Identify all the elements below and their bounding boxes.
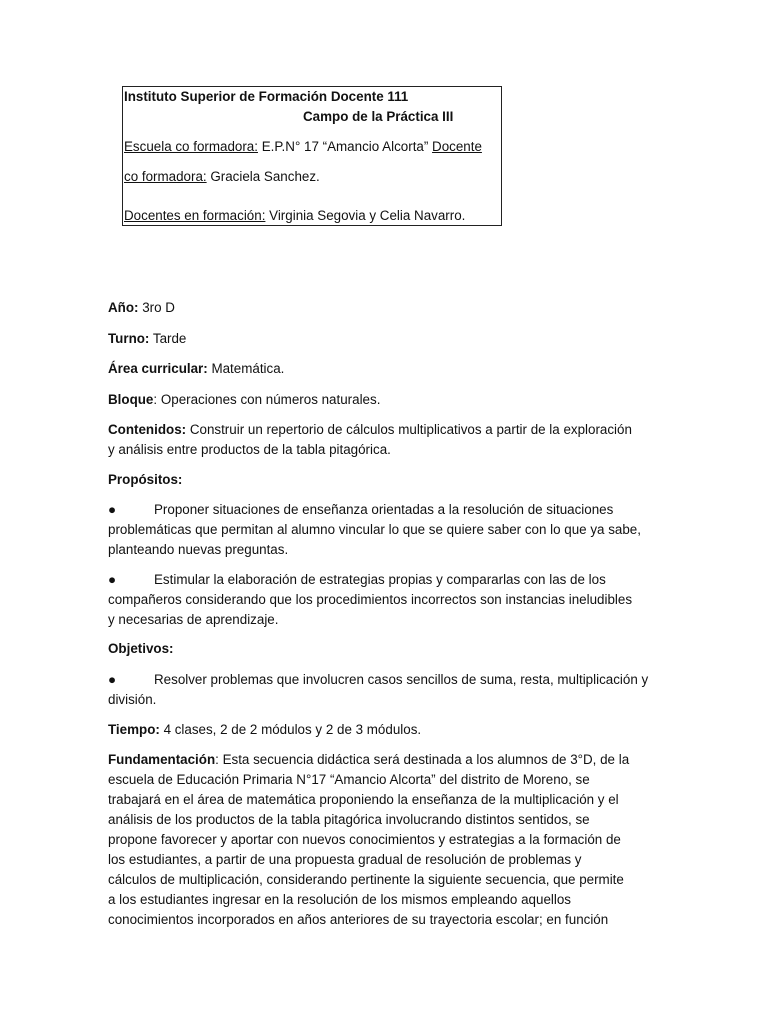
contenidos-row xyxy=(108,422,683,437)
campo-title: Campo de la Práctica III xyxy=(303,109,454,124)
proposito-first-line: Proponer situaciones de enseñanza orientadas a la resolución de situaciones xyxy=(154,502,614,517)
fundamentacion-line: los estudiantes, a partir de una propuesta gradual de resolución de problemas y xyxy=(108,852,582,867)
fundamentacion-line: análisis de los productos de la tabla pitagórica involucrando distintos sentidos, se xyxy=(108,812,590,827)
proposito-first-line: Estimular la elaboración de estrategias propias y compararlas con las de los xyxy=(154,572,606,587)
bloque-row xyxy=(108,392,683,407)
formacion-value: Virginia Segovia y Celia Navarro. xyxy=(265,208,466,223)
area-value: Matemática. xyxy=(207,361,285,376)
turno-value: Tarde xyxy=(149,331,187,346)
bullet-icon: ● xyxy=(108,672,117,687)
fundamentacion-line: a los estudiantes ingresar en la resolución de los mismos empleando aquellos xyxy=(108,892,571,907)
turno-label: Turno: xyxy=(108,331,150,346)
docente-value: Graciela Sanchez. xyxy=(206,169,320,184)
contenidos-line2: y análisis entre productos de la tabla pitagórica. xyxy=(108,442,391,457)
turno-row xyxy=(108,331,683,346)
bloque-label: Bloque xyxy=(108,392,154,407)
contenidos-line1: Construir un repertorio de cálculos multiplicativos a partir de la exploración xyxy=(186,422,632,437)
objetivos-label: Objetivos: xyxy=(108,641,174,656)
docente-label-1: Docente xyxy=(432,139,482,154)
docente-label-2: co formadora: xyxy=(124,169,207,184)
tiempo-row xyxy=(108,722,683,737)
fundamentacion-line: escuela de Educación Primaria N°17 “Amancio Alcorta” del distrito de Moreno, se xyxy=(108,772,590,787)
bloque-value: : Operaciones con números naturales. xyxy=(153,392,381,407)
fundamentacion-line1: : Esta secuencia didáctica será destinada a los alumnos de 3°D, de la xyxy=(215,752,630,767)
fundamentacion-line: conocimientos incorporados en años anteriores de su trayectoria escolar; en función xyxy=(108,912,609,927)
fundamentacion-line: propone favorecer y aportar con nuevos conocimientos y estrategias a la formación de xyxy=(108,832,621,847)
fundamentacion-label: Fundamentación xyxy=(108,752,216,767)
docente-line xyxy=(124,169,320,184)
contenidos-label: Contenidos: xyxy=(108,422,187,437)
tiempo-label: Tiempo: xyxy=(108,722,160,737)
anio-value: 3ro D xyxy=(138,300,175,315)
proposito-line: y necesarias de aprendizaje. xyxy=(108,612,279,627)
escuela-line xyxy=(124,139,482,154)
fundamentacion-line: cálculos de multiplicación, considerando pertinente la siguiente secuencia, que permite xyxy=(108,872,624,887)
formacion-line xyxy=(124,208,465,223)
anio-row xyxy=(108,300,683,315)
proposito-line: compañeros considerando que los procedimientos incorrectos son instancias ineludibles xyxy=(108,592,633,607)
area-label: Área curricular: xyxy=(108,361,208,376)
escuela-label: Escuela co formadora: xyxy=(124,139,258,154)
proposito-line: planteando nuevas preguntas. xyxy=(108,542,289,557)
objetivo-line: división. xyxy=(108,692,157,707)
institute-title: Instituto Superior de Formación Docente 111 xyxy=(124,89,409,104)
bullet-icon: ● xyxy=(108,572,117,587)
objetivo-first-line: Resolver problemas que involucren casos sencillos de suma, resta, multiplicación y xyxy=(154,672,649,687)
area-row xyxy=(108,361,683,376)
fundamentacion-first-line xyxy=(108,752,629,767)
propositos-label: Propósitos: xyxy=(108,472,183,487)
escuela-value: E.P.N° 17 “Amancio Alcorta” xyxy=(257,139,433,154)
anio-label: Año: xyxy=(108,300,139,315)
formacion-label: Docentes en formación: xyxy=(124,208,266,223)
bullet-icon: ● xyxy=(108,502,117,517)
fundamentacion-line: trabajará en el área de matemática proponiendo la enseñanza de la multiplicación y el xyxy=(108,792,619,807)
proposito-line: problemáticas que permitan al alumno vincular lo que se quiere saber con lo que ya sabe, xyxy=(108,522,641,537)
tiempo-value: 4 clases, 2 de 2 módulos y 2 de 3 módulos. xyxy=(159,722,422,737)
header-box xyxy=(122,86,502,226)
